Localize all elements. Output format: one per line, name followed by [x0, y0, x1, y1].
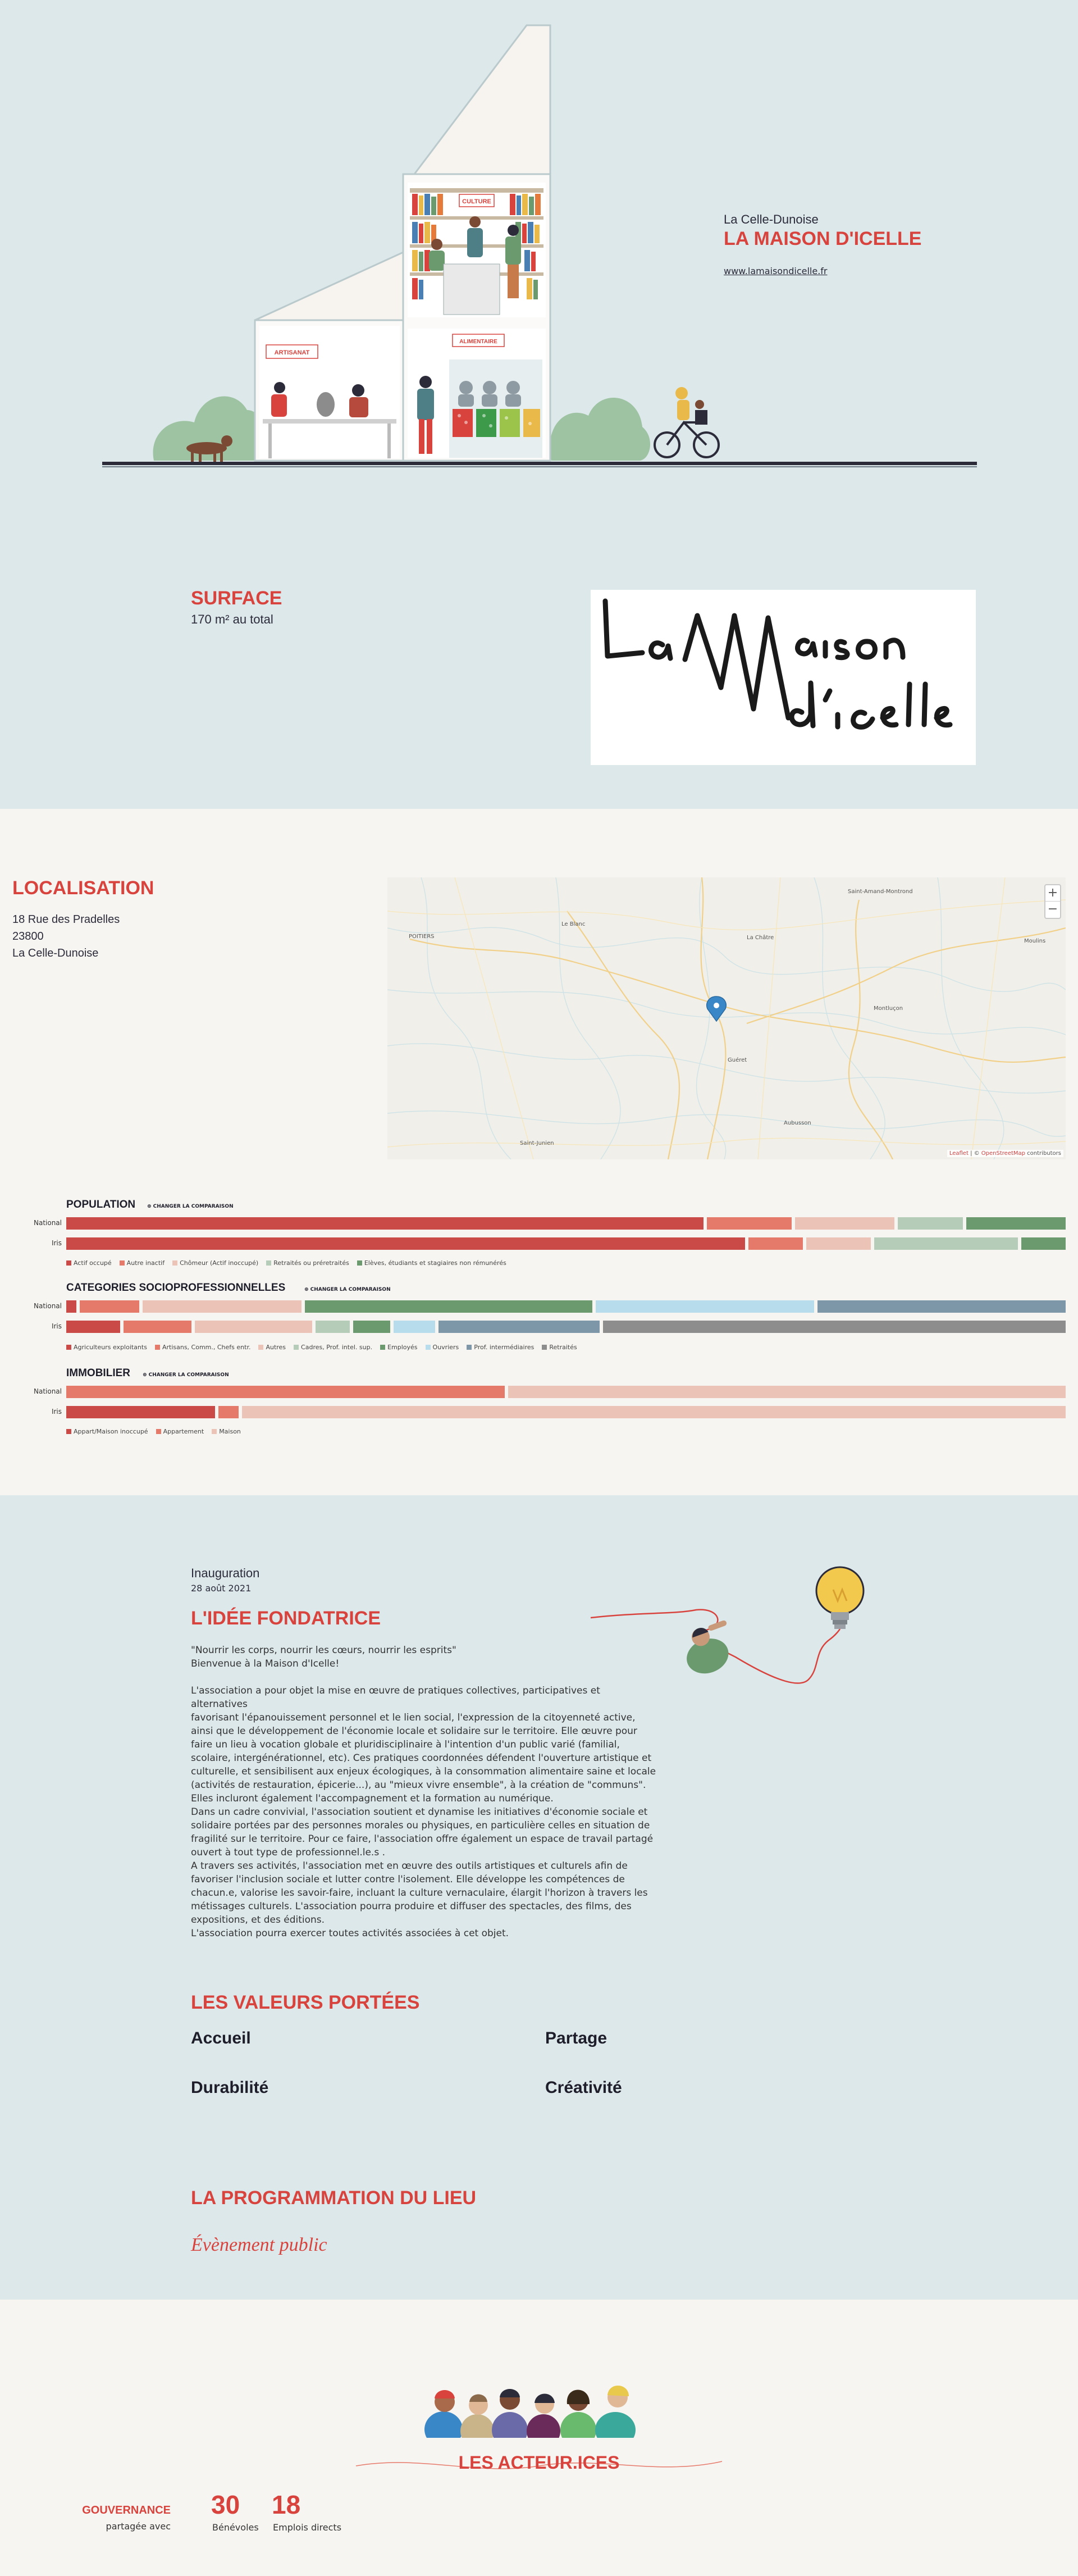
- legend-item: [155, 1344, 251, 1351]
- volunteers-label: Bénévoles: [212, 2522, 259, 2533]
- map-place-montlucon: Montluçon: [874, 1005, 903, 1012]
- legend-item: [542, 1344, 577, 1351]
- csp-legend: [66, 1344, 577, 1351]
- map-place-saint-junien: Saint-Junien: [520, 1140, 554, 1146]
- place-name: LA MAISON D'ICELLE: [724, 228, 922, 249]
- address-street: 18 Rue des Pradelles: [12, 913, 120, 926]
- legend-item: [380, 1344, 417, 1351]
- idea-title: L'IDÉE FONDATRICE: [191, 1608, 381, 1629]
- bar-segment-artisans-comm-chefs-entr-[interactable]: [80, 1300, 139, 1313]
- immobilier-national-bar: [66, 1386, 1066, 1398]
- value-item: Partage: [545, 2029, 607, 2047]
- idea-text: "Nourrir les corps, nourrir les cœurs, nourrir les esprits" Bienvenue à la Maison d'Icelle! L'association a pour objet la mise en œuvre de pratiques collectives, participatives et alternatives favorisant l'épanouissement personnel et le lien social, l'expression de la citoyenneté active, ainsi que le développement de l'économie locale et solidaire sur le territoire. Elle œuvre pour faire un lieu à vocation globale et pluridisciplinaire à l'intention d'un public varié (familial, scolaire, intergénérationnel, etc). Ces pratiques coordonnées défendent l'ouverture artistique et culturelle, et sensibilisent aux enjeux écologiques, à la consommation alimentaire saine et locale (activités de restauration, épicerie...), au "mieux vivre ensemble", à la création de "communs". Elles incluront également l'accompagnement et la formation au numérique. Dans un cadre convivial, l'association soutient et dynamise les initiatives d'économie sociale et solidaire portées par des personnes morales ou physiques, en particulière celles en situation de fragilité sur le territoire. Pour ce faire, l'association offre également un espace de travail partagé ouvert à tout type de professionnel.le.s . A travers ses activités, l'association met en œuvre des outils artistiques et culturels afin de favoriser l'inclusion sociale et lutter contre l'isolement. Elle développe les compétences de chacun.e, valorise les savoir-faire, incluant la culture vernaculaire, élargit l'horizon à travers les métissages culturels. L'association pourra produire et diffuser des spectacles, des films, des expositions, et des éditions. L'association pourra exercer toutes activités associées à cet objet.: [191, 1645, 656, 1939]
- governance-sub: partagée avec: [106, 2521, 171, 2532]
- value-item: Accueil: [191, 2029, 251, 2047]
- legend-item: [66, 1259, 112, 1267]
- city-name: La Celle-Dunoise: [724, 212, 819, 226]
- legend-swatch: [155, 1345, 160, 1350]
- bar-segment-appart-maison-inoccup-[interactable]: [66, 1406, 215, 1418]
- legend-item: [426, 1344, 459, 1351]
- immobilier-iris-bar: [66, 1406, 1066, 1418]
- row-label-iris: Iris: [51, 1239, 62, 1247]
- bar-segment-appartement[interactable]: [66, 1386, 505, 1398]
- actors-section: [0, 2300, 1078, 2576]
- people-illustration: [415, 2370, 668, 2438]
- bar-segment-agriculteurs-exploitants[interactable]: [66, 1300, 76, 1313]
- legend-label: Cadres, Prof. intel. sup.: [301, 1344, 373, 1351]
- row-label-national: National: [33, 1302, 62, 1310]
- map-place-la-chatre: La Châtre: [747, 935, 774, 941]
- csp-title: CATEGORIES SOCIOPROFESSIONNELLES: [66, 1282, 286, 1294]
- legend-swatch: [172, 1260, 177, 1266]
- legend-item: [120, 1259, 165, 1267]
- legend-label: Artisans, Comm., Chefs entr.: [162, 1344, 251, 1351]
- legend-item: [258, 1344, 286, 1351]
- legend-label: Retraités ou préretraités: [273, 1259, 349, 1267]
- bar-segment-agriculteurs-exploitants[interactable]: [66, 1321, 120, 1333]
- inauguration-date: 28 août 2021: [191, 1583, 252, 1594]
- csp-iris-bar: [66, 1321, 1066, 1333]
- legend-swatch: [542, 1345, 547, 1350]
- map-zoom-control: [1044, 884, 1061, 919]
- legend-label: Autre inactif: [126, 1259, 165, 1267]
- legend-swatch: [357, 1260, 362, 1266]
- bar-segment-employ-s[interactable]: [305, 1300, 593, 1313]
- legend-swatch: [156, 1429, 161, 1434]
- row-label-iris: Iris: [51, 1322, 62, 1330]
- immobilier-title: IMMOBILIER: [66, 1367, 130, 1379]
- address-city: La Celle-Dunoise: [12, 947, 99, 959]
- legend-swatch: [66, 1429, 71, 1434]
- legend-swatch: [266, 1260, 271, 1266]
- legend-label: Elèves, étudiants et stagiaires non rémunérés: [364, 1259, 506, 1267]
- map-place-le-blanc: Le Blanc: [561, 921, 586, 927]
- bar-segment-autre-inactif[interactable]: [707, 1217, 792, 1230]
- population-national-bar: [66, 1217, 1066, 1230]
- map-place-poitiers: POITIERS: [409, 934, 435, 940]
- legend-label: Chômeur (Actif inoccupé): [180, 1259, 259, 1267]
- legend-label: Employés: [387, 1344, 418, 1351]
- csp-national-bar: [66, 1300, 1066, 1313]
- culture-label: CULTURE: [462, 198, 491, 205]
- website-link[interactable]: www.lamaisondicelle.fr: [724, 266, 828, 276]
- row-label-national: National: [33, 1219, 62, 1227]
- event-type: Évènement public: [191, 2234, 327, 2255]
- logo-image: [591, 590, 976, 765]
- value-item: Créativité: [545, 2078, 622, 2097]
- immobilier-legend: [66, 1428, 241, 1435]
- legend-label: Prof. intermédiaires: [474, 1344, 535, 1351]
- building-illustration: [100, 22, 979, 483]
- bar-segment-artisans-comm-chefs-entr-[interactable]: [124, 1321, 192, 1333]
- bar-segment-retrait-s[interactable]: [603, 1321, 1066, 1333]
- bar-segment-employ-s[interactable]: [353, 1321, 390, 1333]
- bar-segment-cadres-prof-intel-sup-[interactable]: [316, 1321, 350, 1333]
- map-attribution: Leaflet | © OpenStreetMap contributors: [947, 1150, 1063, 1157]
- alimentaire-label: ALIMENTAIRE: [459, 339, 497, 345]
- legend-item: [172, 1259, 258, 1267]
- population-title: POPULATION: [66, 1199, 136, 1210]
- legend-item: [156, 1428, 204, 1435]
- legend-swatch: [380, 1345, 385, 1350]
- values-title: LES VALEURS PORTÉES: [191, 1992, 420, 2013]
- surface-title: SURFACE: [191, 588, 282, 609]
- row-label-national: National: [33, 1387, 62, 1395]
- csp-compare-toggle[interactable]: ⊕ CHANGER LA COMPARAISON: [304, 1287, 391, 1292]
- legend-label: Appart/Maison inoccupé: [74, 1428, 148, 1435]
- bar-segment-appartement[interactable]: [218, 1406, 238, 1418]
- address-postcode: 23800: [12, 930, 44, 943]
- legend-label: Agriculteurs exploitants: [74, 1344, 147, 1351]
- legend-label: Actif occupé: [74, 1259, 112, 1267]
- programmation-title: LA PROGRAMMATION DU LIEU: [191, 2187, 477, 2209]
- map-place-saint-amand: Saint-Amand-Montrond: [848, 889, 913, 895]
- zoom-out-button[interactable]: −: [1047, 902, 1058, 916]
- leaflet-link[interactable]: Leaflet: [949, 1150, 969, 1157]
- bar-segment-actif-occup-[interactable]: [66, 1217, 704, 1230]
- bar-segment-prof-interm-diaires[interactable]: [817, 1300, 1066, 1313]
- legend-swatch: [66, 1260, 71, 1266]
- legend-label: Appartement: [163, 1428, 204, 1435]
- legend-item: [294, 1344, 372, 1351]
- map-place-gueret: Guéret: [728, 1057, 747, 1063]
- legend-label: Retraités: [549, 1344, 577, 1351]
- jobs-label: Emplois directs: [273, 2522, 342, 2533]
- population-legend: [66, 1259, 506, 1267]
- osm-link[interactable]: OpenStreetMap: [981, 1150, 1025, 1157]
- bar-segment-autres[interactable]: [195, 1321, 312, 1333]
- legend-swatch: [426, 1345, 431, 1350]
- population-compare-toggle[interactable]: ⊕ CHANGER LA COMPARAISON: [147, 1204, 234, 1209]
- legend-label: Maison: [219, 1428, 241, 1435]
- legend-item: [66, 1344, 147, 1351]
- immobilier-compare-toggle[interactable]: ⊕ CHANGER LA COMPARAISON: [143, 1372, 229, 1378]
- actors-title: LES ACTEUR.ICES: [458, 2452, 620, 2473]
- bar-segment-ch-meur-actif-inoccup-[interactable]: [795, 1217, 894, 1230]
- artisanat-label: ARTISANAT: [274, 349, 310, 356]
- map-place-moulins: Moulins: [1024, 938, 1046, 944]
- surface-value: 170 m² au total: [191, 612, 273, 626]
- governance-label: GOUVERNANCE: [82, 2504, 171, 2516]
- bar-segment-actif-occup-[interactable]: [66, 1237, 745, 1250]
- bar-segment-ouvriers[interactable]: [596, 1300, 814, 1313]
- lightbulb-illustration: [584, 1556, 898, 1696]
- value-item: Durabilité: [191, 2078, 269, 2097]
- legend-item: [212, 1428, 241, 1435]
- bar-segment-el-ves-tudiants-et-stagiaires-non-r-mun-r-s[interactable]: [1021, 1237, 1066, 1250]
- legend-swatch: [467, 1345, 472, 1350]
- population-iris-bar: [66, 1237, 1066, 1250]
- legend-item: [357, 1259, 506, 1267]
- legend-swatch: [294, 1345, 299, 1350]
- jobs-count: 18: [272, 2490, 301, 2519]
- bar-segment-retrait-s-ou-pr-retrait-s[interactable]: [874, 1237, 1018, 1250]
- bar-segment-retrait-s-ou-pr-retrait-s[interactable]: [898, 1217, 962, 1230]
- bar-segment-el-ves-tudiants-et-stagiaires-non-r-mun-r-s[interactable]: [966, 1217, 1066, 1230]
- bar-segment-prof-interm-diaires[interactable]: [438, 1321, 600, 1333]
- legend-item: [266, 1259, 349, 1267]
- map-place-aubusson: Aubusson: [784, 1120, 811, 1126]
- zoom-in-button[interactable]: +: [1045, 885, 1060, 902]
- legend-label: Autres: [266, 1344, 286, 1351]
- legend-swatch: [120, 1260, 125, 1266]
- inauguration-label: Inauguration: [191, 1566, 260, 1580]
- legend-label: Ouvriers: [432, 1344, 459, 1351]
- localisation-title: LOCALISATION: [12, 877, 154, 899]
- volunteers-count: 30: [211, 2490, 240, 2519]
- bar-segment-maison[interactable]: [242, 1406, 1066, 1418]
- legend-swatch: [258, 1345, 263, 1350]
- legend-swatch: [212, 1429, 217, 1434]
- legend-item: [66, 1428, 148, 1435]
- legend-item: [467, 1344, 534, 1351]
- bar-segment-ch-meur-actif-inoccup-[interactable]: [806, 1237, 871, 1250]
- legend-swatch: [66, 1345, 71, 1350]
- row-label-iris: Iris: [51, 1408, 62, 1416]
- map[interactable]: [387, 877, 1066, 1159]
- bar-segment-autre-inactif[interactable]: [748, 1237, 803, 1250]
- bar-segment-maison[interactable]: [508, 1386, 1066, 1398]
- bar-segment-autres[interactable]: [143, 1300, 302, 1313]
- bar-segment-ouvriers[interactable]: [394, 1321, 436, 1333]
